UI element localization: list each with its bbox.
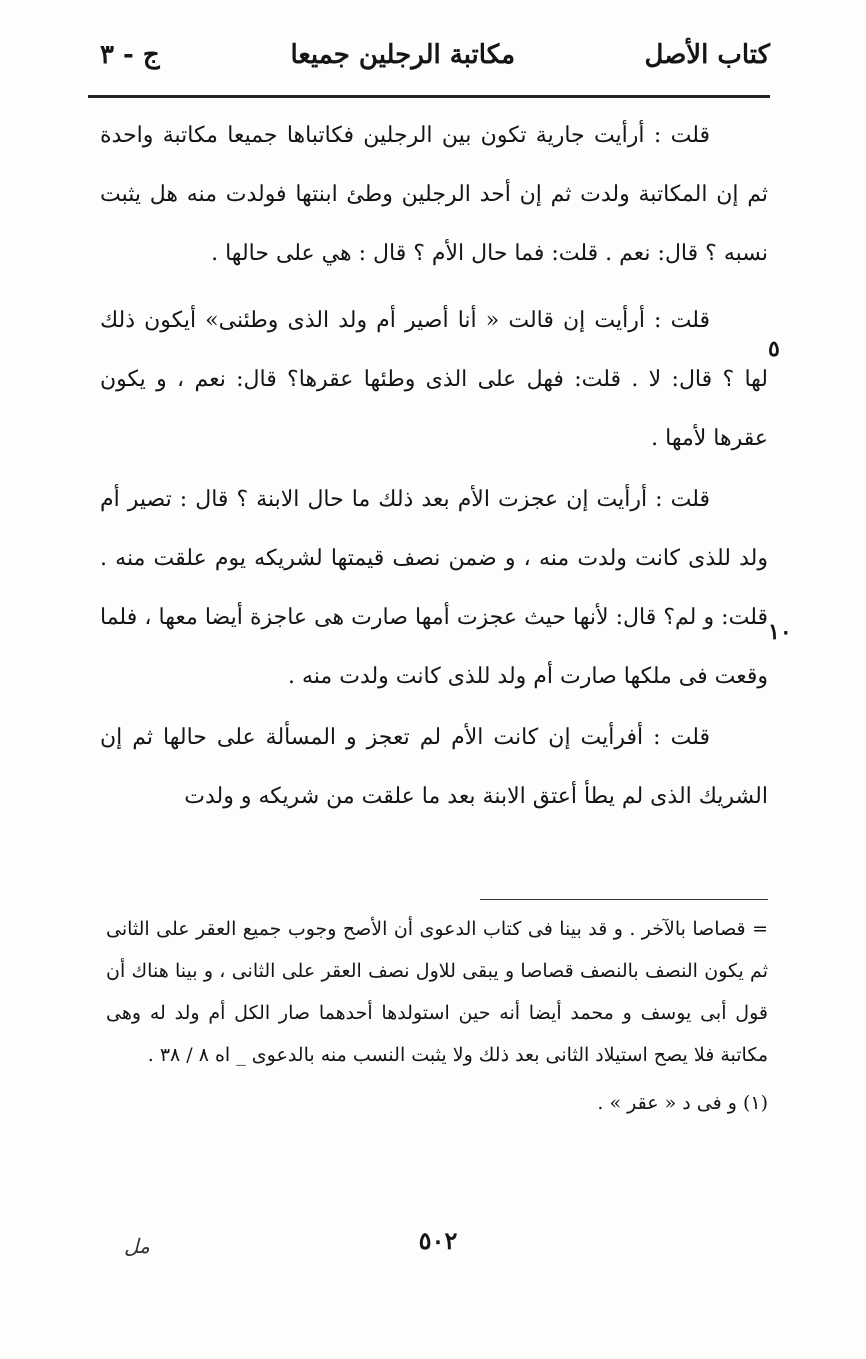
footnote-rule [480, 899, 768, 900]
book-title: كتاب الأصل [644, 40, 770, 70]
margin-mark: مل [124, 1234, 150, 1258]
paragraph-4: قلت : أفرأيت إن كانت الأم لم تعجز و المسألة على حالها ثم إن الشريك الذى لم يطأ أعتق الابنة بعد ما علقت من شريكه و ولدت [100, 725, 768, 809]
footnote-continuation: = قصاصا بالآخر . و قد بينا فى كتاب الدعوى أن الأصح وجوب جميع العقر على الثانى ثم يكون النصف بالنصف قصاصا و يبقى للاول نصف العقر على الثانى ، و بينا هناك أن قول أبى يوسف و محمد أيضا أنه حين استولدها أحدهما صار الكل أم ولد له وهى مكاتبة فلا يصح استيلاد الثانى بعد ذلك ولا يثبت النسب منه بالدعوى _ اه ٨ / ٣٨ . [106, 918, 768, 1066]
page-number: ٥٠٢ [418, 1226, 458, 1255]
running-header [90, 40, 770, 82]
paragraph-1: قلت : أرأيت جارية تكون بين الرجلين فكاتباها جميعا مكاتبة واحدة ثم إن المكاتبة ولدت ثم إن أحد الرجلين وطئ ابنتها فولدت منه هل يثبت نسبه ؟ قال: نعم . قلت: فما حال الأم ؟ قال : هي على حالها . [100, 123, 768, 266]
volume-number: ج - ٣ [100, 40, 160, 70]
chapter-title: مكاتبة الرجلين جميعا [290, 40, 515, 70]
header-rule [88, 95, 770, 98]
main-text [100, 106, 768, 834]
footnote-1: (١) و فى د « عقر » . [597, 1092, 768, 1114]
line-number-5: ٥ [768, 336, 780, 362]
footnotes [106, 908, 768, 1124]
line-number-10: ١٠ [768, 619, 792, 645]
paragraph-3: قلت : أرأيت إن عجزت الأم بعد ذلك ما حال الابنة ؟ قال : تصير أم ولد للذى كانت ولدت منه ، و ضمن نصف قيمتها لشريكه يوم علقت منه . قلت: و لم؟ قال: لأنها حيث عجزت أمها صارت هى عاجزة أيضا معها ، فلما وقعت فى ملكها صارت أم ولد للذى كانت ولدت منه . [100, 487, 768, 689]
paragraph-2: قلت : أرأيت إن قالت « أنا أصير أم ولد الذى وطئنى» أيكون ذلك لها ؟ قال: لا . قلت: فهل على الذى وطئها عقرها؟ قال: نعم ، و يكون عقرها لأمها . [100, 308, 768, 451]
